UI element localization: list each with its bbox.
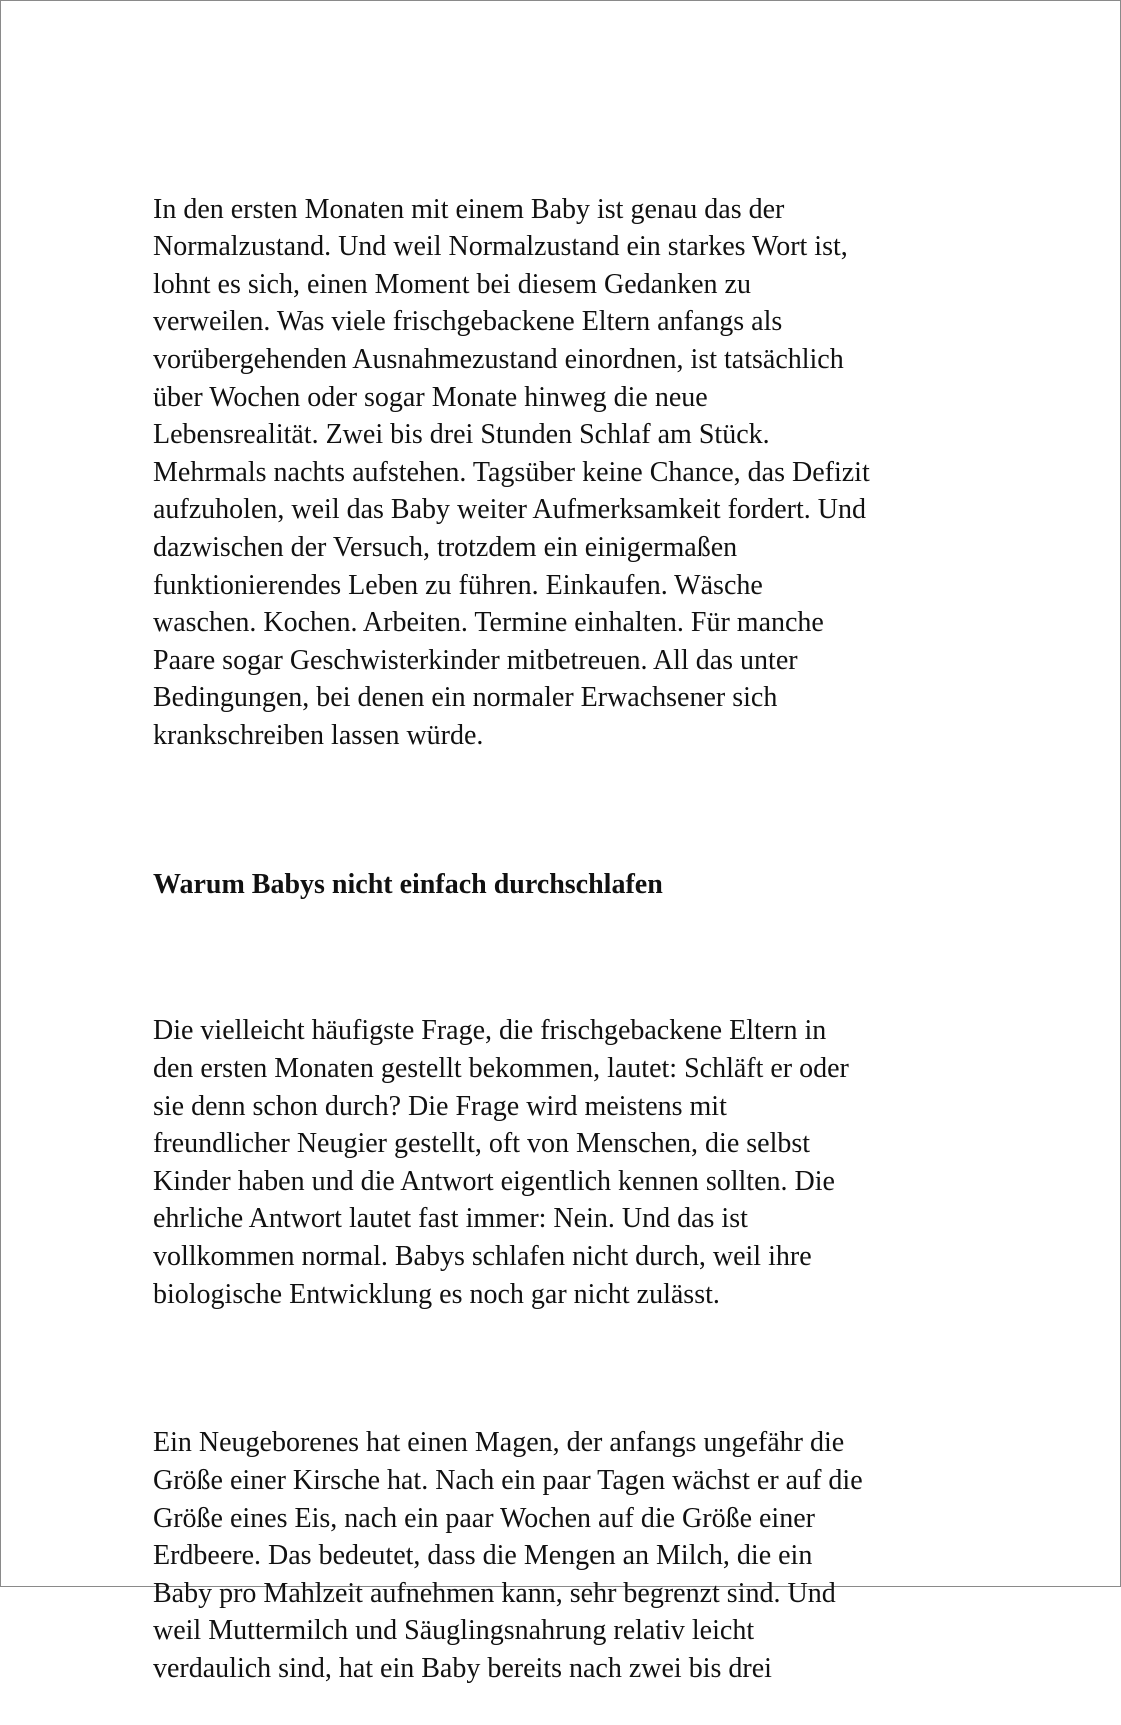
section-heading: Warum Babys nicht einfach durchschlafen <box>153 868 663 900</box>
body-paragraph: In den ersten Monaten mit einem Baby ist genau das der Normalzustand. Und weil Normalzustand ein starkes Wort ist, lohnt es sich, einen Moment bei diesem Gedanken zu verweilen. Was viele frischgebackene Eltern anfangs als vorübergehenden Ausnahmezustand einordnen, ist tatsächlich über Wochen oder sogar Monate hinweg die neue Lebensrealität. Zwei bis drei Stunden Schlaf am Stück. Mehrmals nachts aufstehen. Tagsüber keine Chance, das Defizit aufzuholen, weil das Baby weiter Aufmerksamkeit fordert. Und dazwischen der Versuch, trotzdem ein einigermaßen funktionierendes Leben zu führen. Einkaufen. Wäsche waschen. Kochen. Arbeiten. Termine einhalten. Für manche Paare sogar Geschwisterkinder mitbetreuen. All das unter Bedingungen, bei denen ein normaler Erwachsener sich krankschreiben lassen würde. <box>153 193 870 751</box>
spacer <box>153 1351 973 1387</box>
body-paragraph: Die vielleicht häufigste Frage, die frischgebackene Eltern in den ersten Monaten gestellt bekommen, lautet: Schläft er oder sie denn schon durch? Die Frage wird meistens mit freundlicher Neugier gestellt, oft von Menschen, die selbst Kinder haben und die Antwort eigentlich kennen sollten. Die ehrliche Antwort lautet fast immer: Nein. Und das ist vollkommen normal. Babys schlafen nicht durch, weil ihre biologische Entwicklung es noch gar nicht zulässt. <box>153 1015 849 1310</box>
page-content <box>153 153 973 1725</box>
spacer <box>153 792 973 828</box>
body-paragraph: Ein Neugeborenes hat einen Magen, der anfangs ungefähr die Größe einer Kirsche hat. Nach ein paar Tagen wächst er auf die Größe eines Eis, nach ein paar Wochen auf die Größe einer Erdbeere. Das bedeutet, dass die Mengen an Milch, die ein Baby pro Mahlzeit aufnehmen kann, sehr begrenzt sind. Und weil Muttermilch und Säuglingsnahrung relativ leicht verdaulich sind, hat ein Baby bereits nach zwei bis drei <box>153 1427 863 1684</box>
spacer <box>153 941 973 975</box>
